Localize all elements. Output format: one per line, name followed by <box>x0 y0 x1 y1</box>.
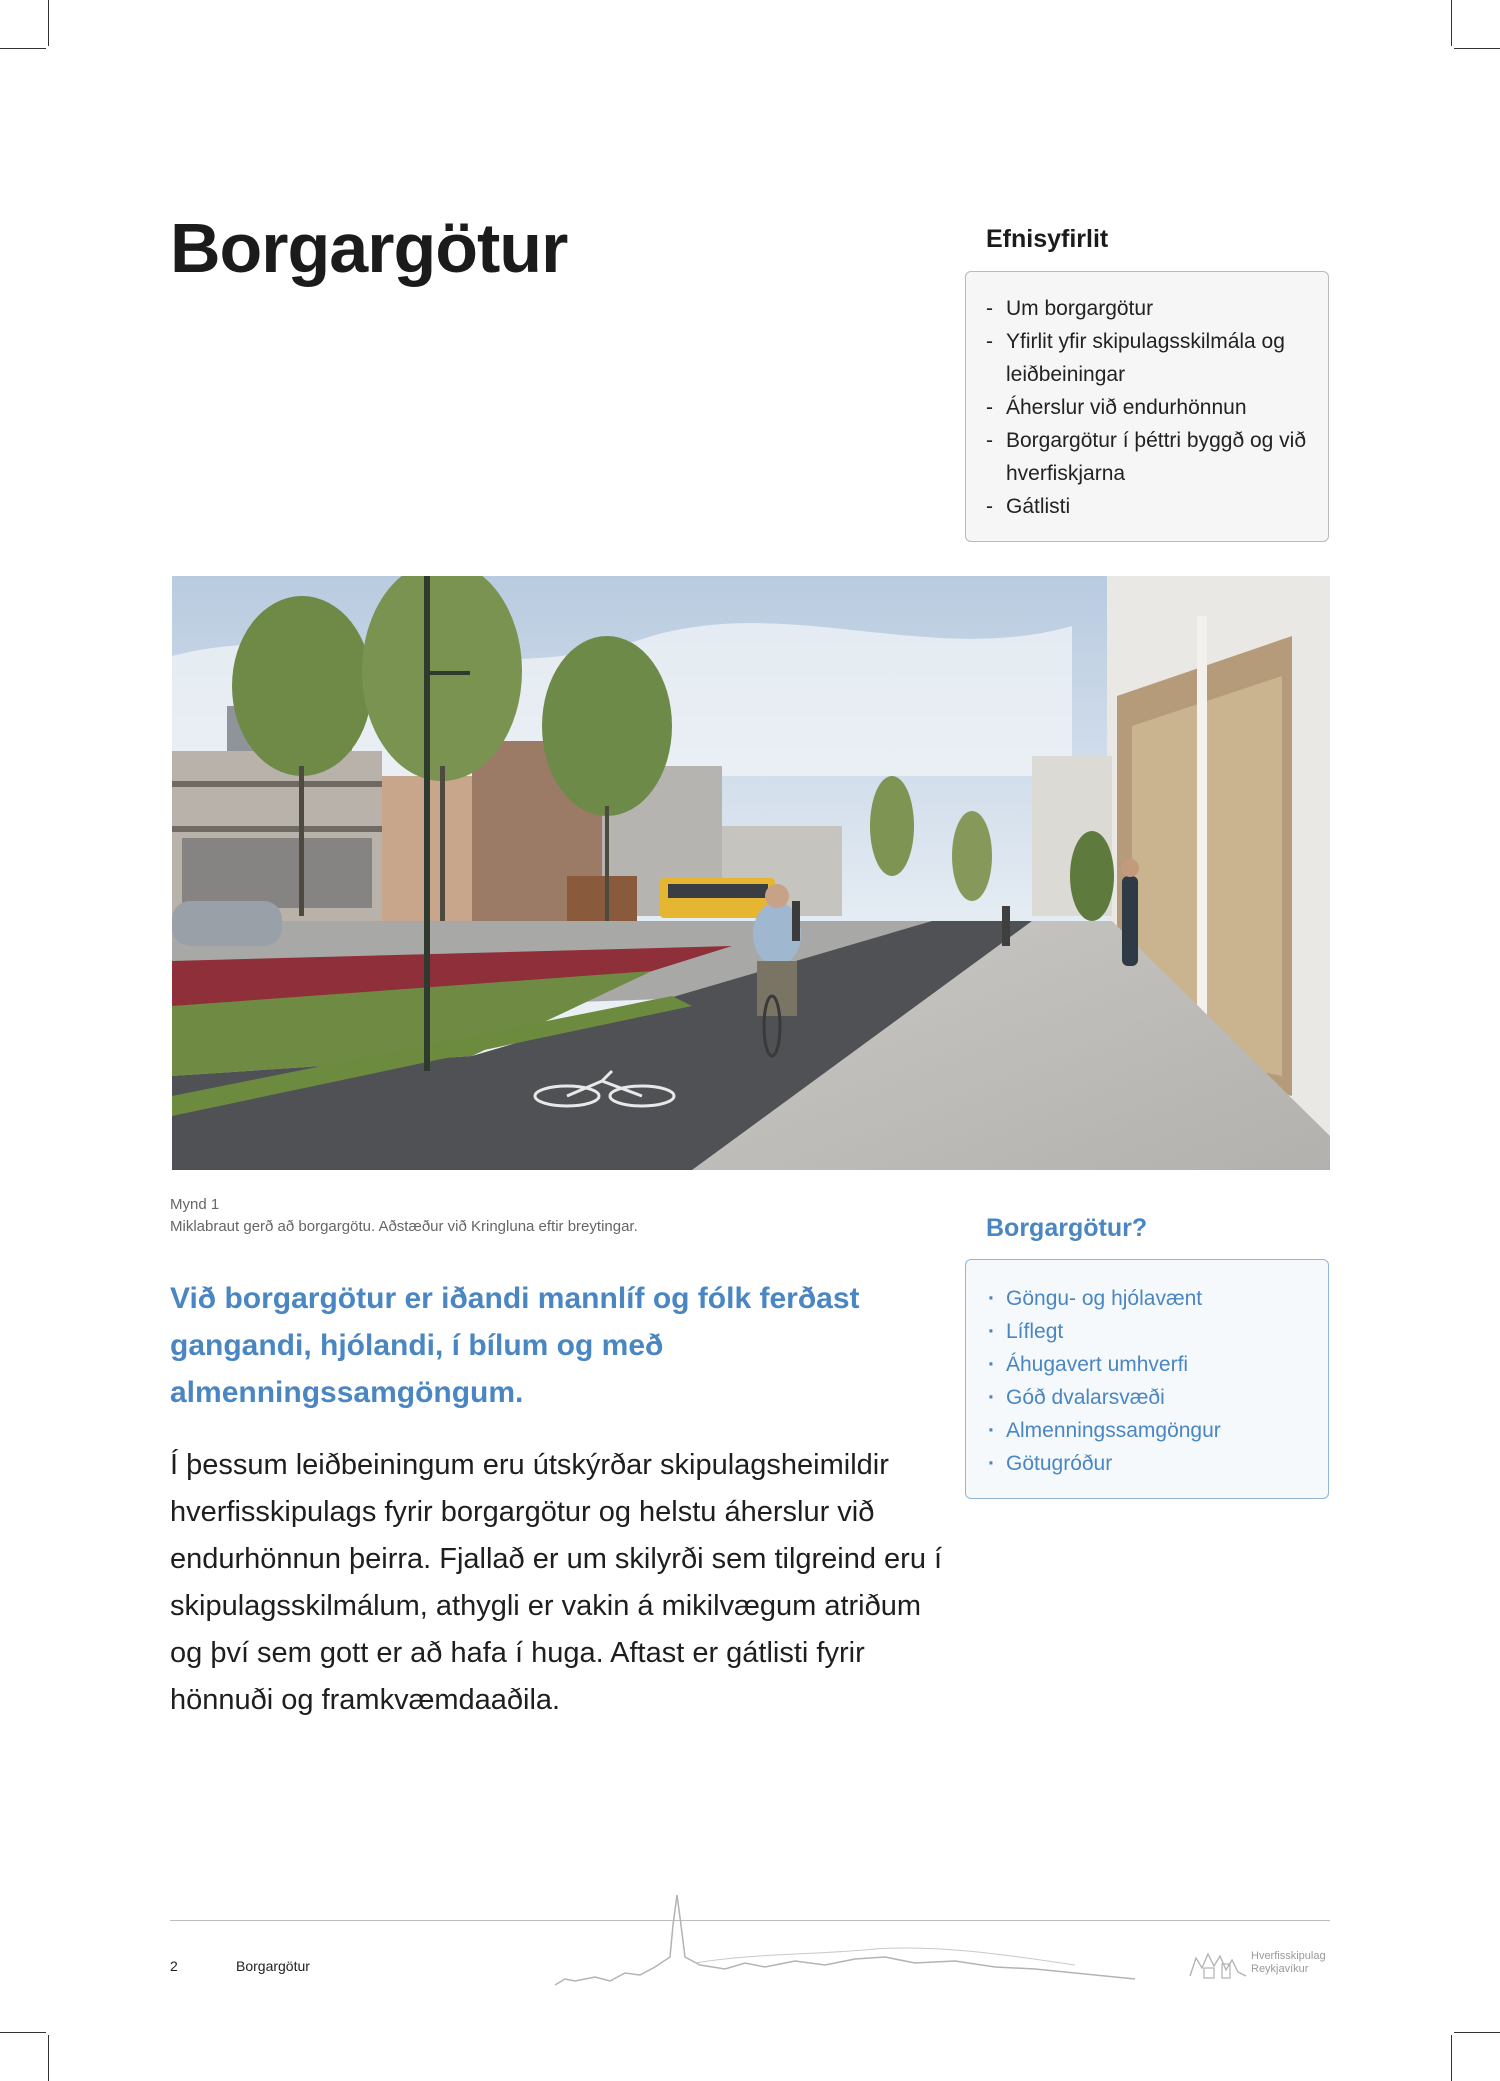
crop-mark <box>1454 2032 1500 2033</box>
crop-mark <box>1451 2035 1452 2081</box>
sidebar-item: · Áhugavert umhverfi <box>986 1348 1308 1381</box>
logo-text-line: Hverfisskipulag <box>1251 1950 1326 1962</box>
toc-item: - Um borgargötur <box>986 292 1308 325</box>
logo-text-line: Reykjavíkur <box>1251 1963 1309 1975</box>
sidebar-list <box>986 1282 1308 1480</box>
body-paragraph: Í þessum leiðbeiningum eru útskýrðar skipulagsheimildir hverfisskipulags fyrir borgargötur og helstu áherslur við endurhönnun þeirra. Fjallað er um skilyrði sem tilgreind eru í skipulagsskilmálum, athygli er vakin á mikilvægum atriðum og því sem gott er að hafa í huga. Aftast er gátlisti fyrir hönnuði og framkvæmdaaðila. <box>170 1449 943 1716</box>
crop-mark <box>48 0 49 46</box>
footer-title: Borgargötur <box>236 1958 310 1974</box>
crop-mark <box>48 2035 49 2081</box>
toc-item: - Gátlisti <box>986 490 1308 523</box>
crop-mark <box>1451 0 1452 46</box>
figure-number: Mynd 1 <box>170 1196 220 1213</box>
lead-paragraph: Við borgargötur er iðandi mannlíf og fólk ferðast gangandi, hjólandi, í bílum og með almenningssamgöngum. <box>170 1282 860 1409</box>
crop-mark <box>0 48 46 49</box>
toc-item: - Borgargötur í þéttri byggð og við hverfiskjarna <box>986 424 1308 490</box>
sidebar-item: · Líflegt <box>986 1315 1308 1348</box>
sidebar-item: · Götugróður <box>986 1447 1308 1480</box>
sidebar-box <box>965 1259 1329 1499</box>
sidebar-heading: Borgargötur? <box>986 1214 1148 1242</box>
toc-item: - Áherslur við endurhönnun <box>986 391 1308 424</box>
sidebar-item: · Góð dvalarsvæði <box>986 1381 1308 1414</box>
toc-heading: Efnisyfirlit <box>986 225 1109 253</box>
hverfisskipulag-logo-icon <box>1188 1946 1248 1982</box>
page-title: Borgargötur <box>170 209 568 287</box>
logo-text <box>1251 1950 1326 1976</box>
toc-list <box>986 292 1308 523</box>
page-number: 2 <box>170 1958 178 1974</box>
toc-box <box>965 271 1329 542</box>
figure-caption: Miklabraut gerð að borgargötu. Aðstæður við Kringluna eftir breytingar. <box>170 1218 638 1235</box>
sidebar-item: · Göngu- og hjólavænt <box>986 1282 1308 1315</box>
skyline-illustration <box>555 1895 1135 1990</box>
sidebar-item: · Almenningssamgöngur <box>986 1414 1308 1447</box>
toc-item: - Yfirlit yfir skipulagsskilmála og leiðbeiningar <box>986 325 1308 391</box>
crop-mark <box>1454 48 1500 49</box>
street-rendering-image <box>172 576 1330 1170</box>
crop-mark <box>0 2032 46 2033</box>
